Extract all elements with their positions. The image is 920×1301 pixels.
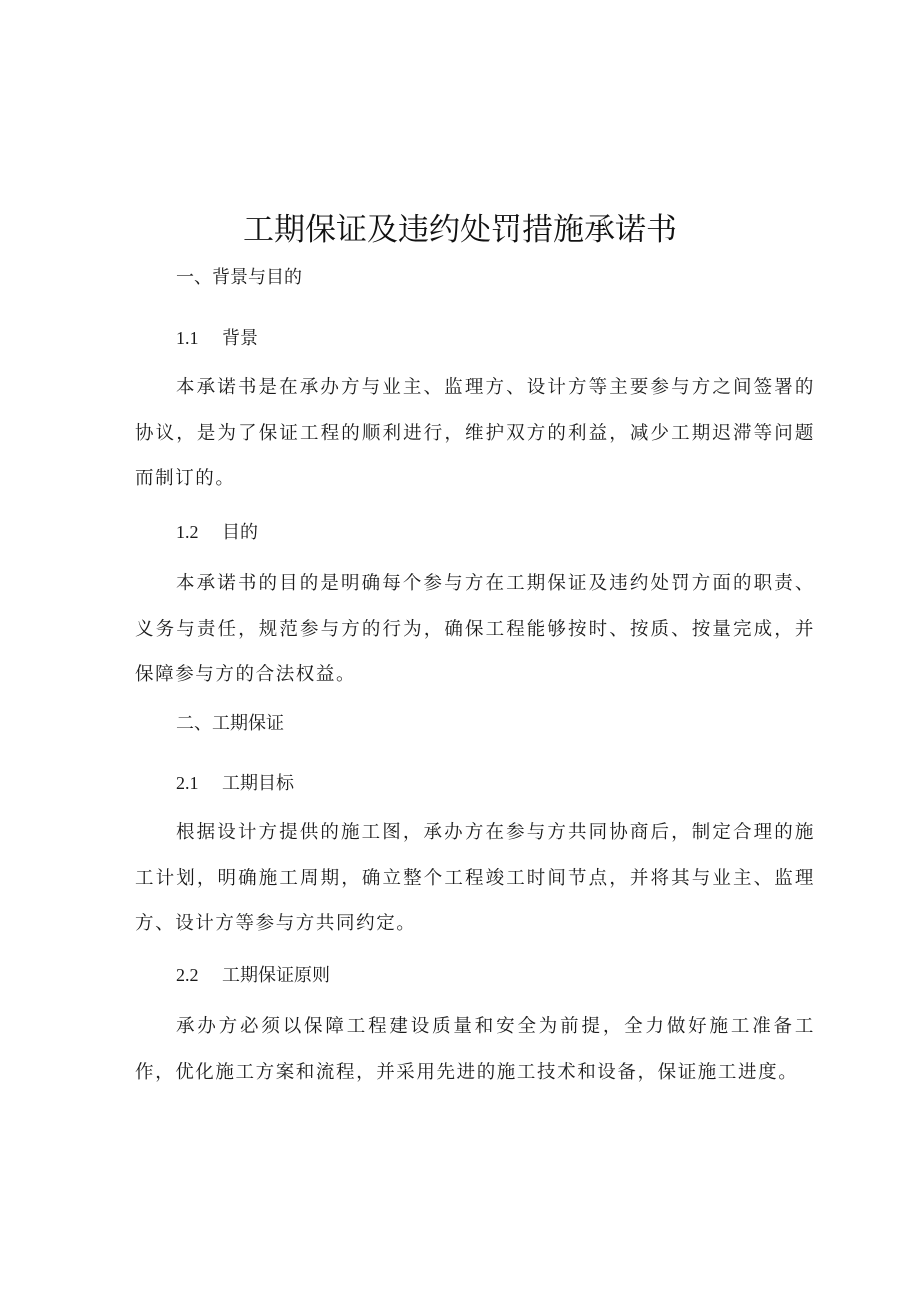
paragraph-schedule-principles: 承办方必须以保障工程建设质量和安全为前提，全力做好施工准备工作，优化施工方案和流程，并采用先进的施工技术和设备，保证施工进度。 [135, 1016, 815, 1083]
subsection-1-2-heading [176, 519, 258, 546]
section-2-heading: 二、工期保证 [176, 713, 284, 734]
subsection-number: 2.2 [176, 965, 199, 985]
subsection-1-1-heading [176, 325, 258, 352]
subsection-label: 工期目标 [222, 773, 294, 794]
subsection-2-1-heading [176, 770, 294, 797]
paragraph-purpose: 本承诺书的目的是明确每个参与方在工期保证及违约处罚方面的职责、义务与责任，规范参与方的行为，确保工程能够按时、按质、按量完成，并保障参与方的合法权益。 [135, 573, 815, 685]
paragraph-schedule-goal: 根据设计方提供的施工图，承办方在参与方共同协商后，制定合理的施工计划，明确施工周期，确立整个工程竣工时间节点，并将其与业主、监理方、设计方等参与方共同约定。 [135, 822, 815, 934]
subsection-number: 1.2 [176, 522, 199, 542]
subsection-number: 2.1 [176, 773, 199, 793]
subsection-label: 背景 [222, 328, 258, 349]
section-1-heading: 一、背景与目的 [176, 267, 302, 288]
document-title: 工期保证及违约处罚措施承诺书 [243, 212, 677, 248]
subsection-2-2-heading [176, 962, 330, 989]
paragraph-background: 本承诺书是在承办方与业主、监理方、设计方等主要参与方之间签署的协议，是为了保证工程的顺利进行，维护双方的利益，减少工期迟滞等问题而制订的。 [135, 377, 815, 489]
subsection-number: 1.1 [176, 328, 199, 348]
subsection-label: 目的 [222, 522, 258, 543]
subsection-label: 工期保证原则 [222, 965, 330, 986]
